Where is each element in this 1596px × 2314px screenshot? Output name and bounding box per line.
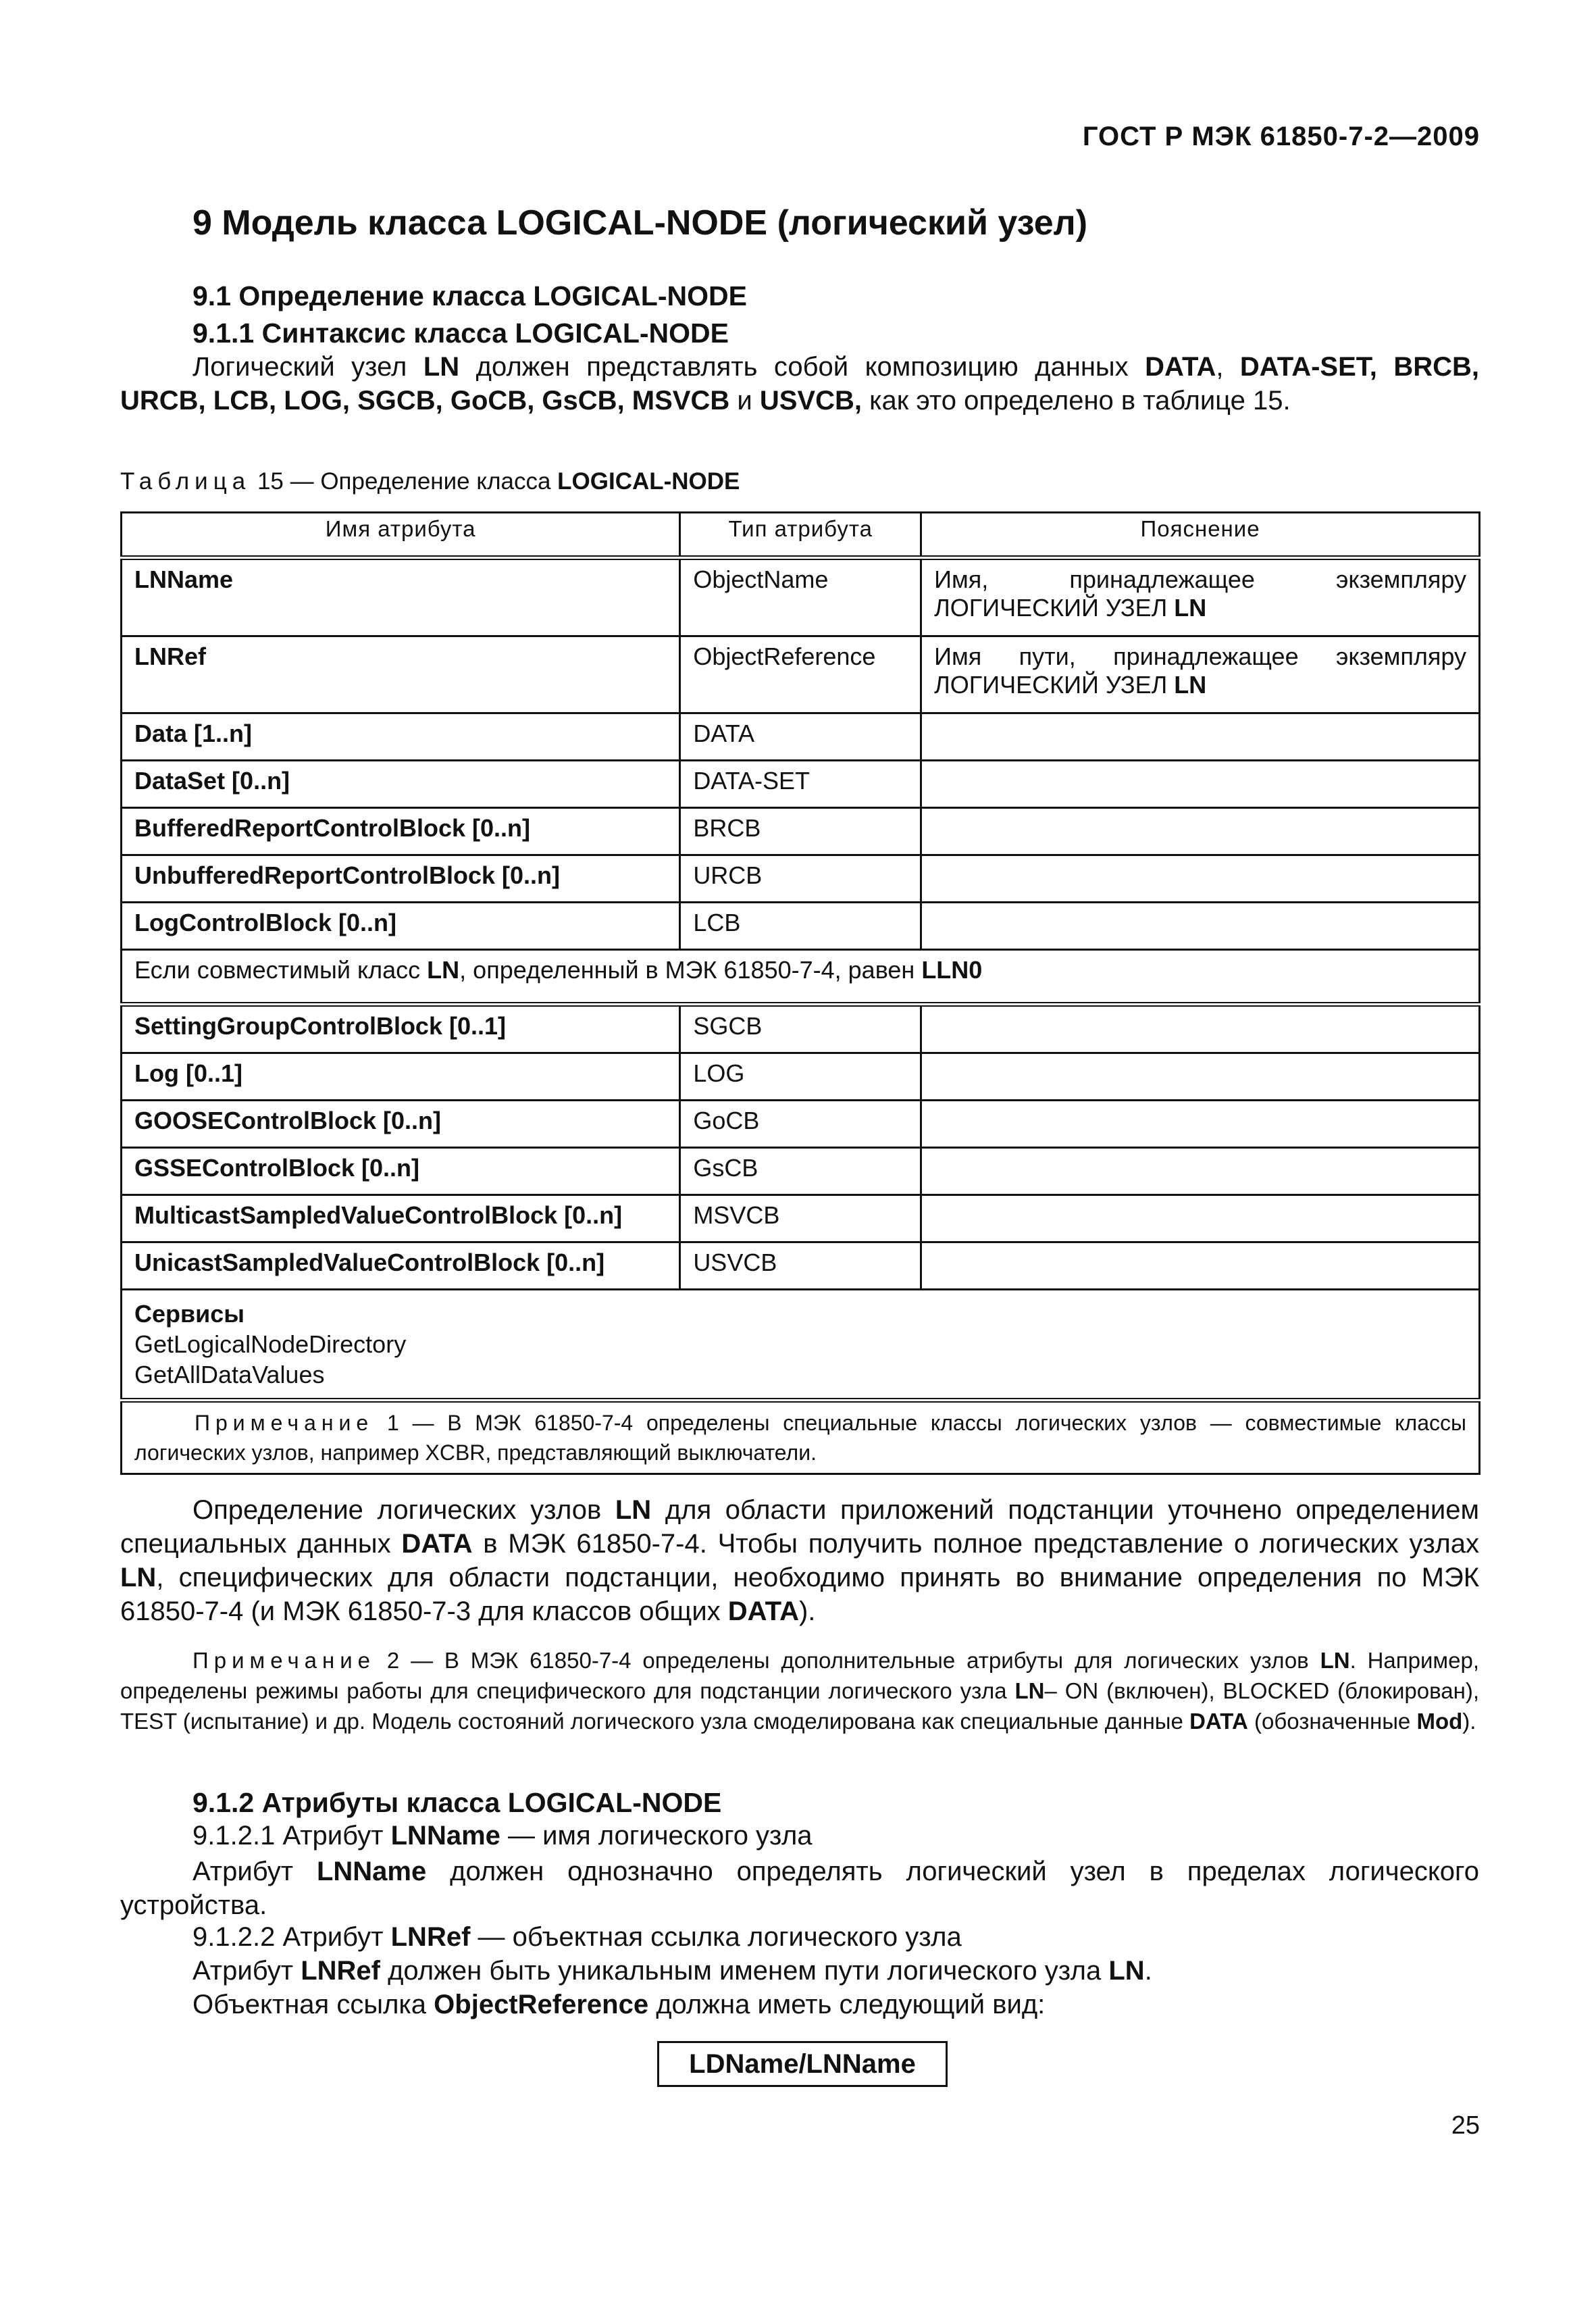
explanation-cell — [921, 903, 1480, 950]
explanation-cell — [921, 1148, 1480, 1195]
object-reference-description: Объектная ссылка ObjectReference должна иметь следующий вид: — [192, 1990, 1046, 2019]
explanation-cell: Имя пути, принадлежащее экземпляру ЛОГИЧЕСКИЙ УЗЕЛ LN — [921, 636, 1480, 713]
attribute-type-cell: ObjectReference — [680, 636, 921, 713]
table-row — [122, 855, 1480, 903]
table-row — [122, 636, 1480, 713]
attribute-type-cell: ObjectName — [680, 558, 921, 636]
section-title: 9 Модель класса LOGICAL-NODE (логический узел) — [192, 203, 1088, 243]
table-row — [122, 808, 1480, 855]
table-row — [122, 903, 1480, 950]
subsection-title: 9.1 Определение класса LOGICAL-NODE — [192, 280, 747, 311]
attribute-name-cell: Data [1..n] — [122, 713, 680, 761]
attribute-type-cell: DATA-SET — [680, 761, 921, 808]
attribute-lnref-description: Атрибут LNRef должен быть уникальным именем пути логического узла LN. — [192, 1956, 1152, 1986]
attribute-type-cell: BRCB — [680, 808, 921, 855]
page-number: 25 — [1451, 2111, 1480, 2140]
explanation-cell — [921, 1101, 1480, 1148]
explanation-cell — [921, 713, 1480, 761]
explanation-cell — [921, 1195, 1480, 1242]
column-header: Пояснение — [921, 513, 1480, 558]
attribute-name-cell: GOOSEControlBlock [0..n] — [122, 1101, 680, 1148]
attribute-type-cell: GoCB — [680, 1101, 921, 1148]
table-row — [122, 1242, 1480, 1290]
class-definition-table — [120, 511, 1481, 1475]
explanation-cell — [921, 1005, 1480, 1053]
attribute-type-cell: SGCB — [680, 1005, 921, 1053]
attribute-type-cell: MSVCB — [680, 1195, 921, 1242]
attribute-name-cell: SettingGroupControlBlock [0..1] — [122, 1005, 680, 1053]
service-item: GetAllDataValues — [134, 1361, 325, 1388]
attribute-name-cell: Log [0..1] — [122, 1053, 680, 1101]
table-caption: Таблица 15 — Определение класса LOGICAL-NODE — [120, 468, 740, 495]
attribute-lnname-description: Атрибут LNName должен однозначно определять логический узел в пределах логического устройства. — [120, 1857, 1479, 1920]
attribute-name-cell: BufferedReportControlBlock [0..n] — [122, 808, 680, 855]
attribute-type-cell: DATA — [680, 713, 921, 761]
table-row — [122, 761, 1480, 808]
services-title: Сервисы — [134, 1300, 245, 1328]
attributes-subsection-title: 9.1.2 Атрибуты класса LOGICAL-NODE — [192, 1787, 722, 1818]
table-header-row — [122, 513, 1480, 558]
attribute-heading-lnref: 9.1.2.2 Атрибут LNRef — объектная ссылка логического узла — [192, 1922, 962, 1952]
attribute-type-cell: LOG — [680, 1053, 921, 1101]
attribute-name-cell: UnbufferedReportControlBlock [0..n] — [122, 855, 680, 903]
service-item: GetLogicalNodeDirectory — [134, 1330, 407, 1358]
explanation-cell — [921, 1053, 1480, 1101]
attribute-name-cell: LNRef — [122, 636, 680, 713]
explanation-cell — [921, 761, 1480, 808]
explanation-cell — [921, 808, 1480, 855]
attribute-name-cell: GSSEControlBlock [0..n] — [122, 1148, 680, 1195]
condition-row — [122, 950, 1480, 1005]
column-header: Тип атрибута — [680, 513, 921, 558]
table-row — [122, 1053, 1480, 1101]
explanation-cell: Имя, принадлежащее экземпляру ЛОГИЧЕСКИЙ УЗЕЛ LN — [921, 558, 1480, 636]
attribute-type-cell: LCB — [680, 903, 921, 950]
attribute-name-cell: UnicastSampledValueControlBlock [0..n] — [122, 1242, 680, 1290]
attribute-name-cell: LNName — [122, 558, 680, 636]
object-reference-format-box: LDName/LNName — [657, 2041, 948, 2087]
table-row — [122, 1148, 1480, 1195]
table-row — [122, 558, 1480, 636]
attribute-name-cell: MulticastSampledValueControlBlock [0..n] — [122, 1195, 680, 1242]
attribute-heading-lnname: 9.1.2.1 Атрибут LNName — имя логического узла — [192, 1821, 813, 1851]
document-header: ГОСТ Р МЭК 61850-7-2—2009 — [1082, 122, 1480, 151]
intro-paragraph: Логический узел LN должен представлять собой композицию данных DATA, DATA-SET, BRCB, URCB, LCB, LOG, SGCB, GoCB, GsCB, MSVCB и USVCB, как это определено в таблице 15. — [120, 352, 1480, 416]
table-note-cell: Примечание 1 — В МЭК 61850-7-4 определены специальные классы логических узлов — совместимые классы логических узлов, например XCBR, представляющий выключатели. — [122, 1401, 1480, 1474]
services-cell — [122, 1290, 1480, 1401]
subsubsection-title: 9.1.1 Синтаксис класса LOGICAL-NODE — [192, 318, 729, 349]
attribute-type-cell: GsCB — [680, 1148, 921, 1195]
column-header: Имя атрибута — [122, 513, 680, 558]
explanation-cell — [921, 1242, 1480, 1290]
body-paragraph: Определение логических узлов LN для области приложений подстанции уточнено определением специальных данных DATA в МЭК 61850-7-4. Чтобы получить полное представление о логических узлах LN, специфических для области подстанции, необходимо принять во внимание определения по МЭК 61850-7-4 (и МЭК 61850-7-3 для классов общих DATA). — [120, 1495, 1479, 1626]
attribute-type-cell: USVCB — [680, 1242, 921, 1290]
explanation-cell — [921, 855, 1480, 903]
note-2: Примечание 2 — В МЭК 61850-7-4 определены дополнительные атрибуты для логических узлов LN. Например, определены режимы работы для специфического для подстанции логического узла LN– ON (включен), BLOCKED (блокирован), TEST (испытание) и др. Модель состояний логического узла смоделирована как специальные данные DATA (обозначенные Mod). — [120, 1648, 1479, 1734]
attribute-type-cell: URCB — [680, 855, 921, 903]
table-row — [122, 1195, 1480, 1242]
attribute-name-cell: LogControlBlock [0..n] — [122, 903, 680, 950]
services-row — [122, 1290, 1480, 1401]
table-note-row — [122, 1401, 1480, 1474]
condition-cell: Если совместимый класс LN, определенный в МЭК 61850-7-4, равен LLN0 — [122, 950, 1480, 1005]
table-row — [122, 1101, 1480, 1148]
attribute-name-cell: DataSet [0..n] — [122, 761, 680, 808]
table-row — [122, 1005, 1480, 1053]
table-row — [122, 713, 1480, 761]
